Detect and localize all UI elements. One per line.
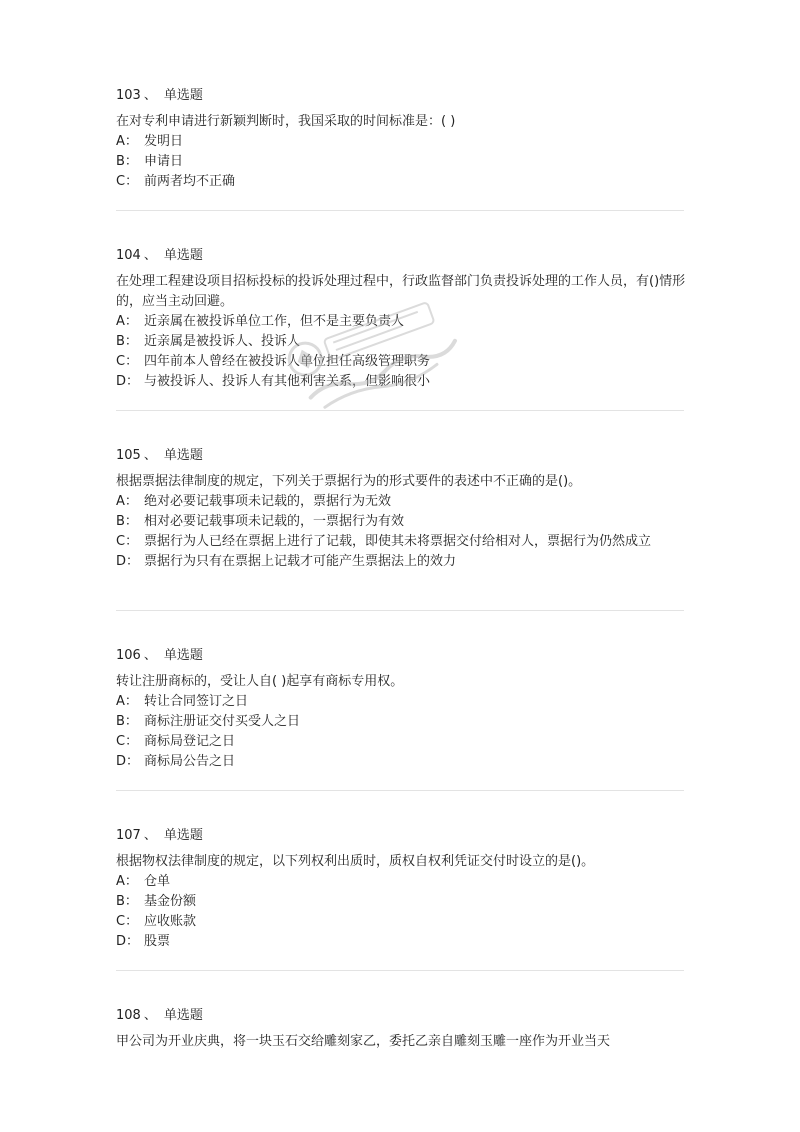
option-b — [116, 892, 686, 912]
option-letter: C： — [116, 534, 139, 549]
option-text: 商标局公告之日 — [144, 754, 236, 769]
question-number: 103 — [116, 88, 141, 103]
question-divider — [116, 610, 684, 611]
question-stem: 甲公司为开业庆典，将一块玉石交给雕刻家乙，委托乙亲自雕刻玉雕一座作为开业当天 — [116, 1034, 611, 1049]
option-letter: D： — [116, 934, 140, 949]
option-text: 转让合同签订之日 — [144, 694, 249, 709]
question-type: 单选题 — [163, 648, 203, 663]
option-text: 应收账款 — [144, 914, 197, 929]
question-separator: 、 — [143, 828, 157, 843]
question-header — [116, 446, 686, 466]
question-type: 单选题 — [163, 448, 203, 463]
question-stem: 在对专利申请进行新颖判断时，我国采取的时间标准是：( ) — [116, 114, 456, 129]
question-header — [116, 246, 686, 266]
option-letter: D： — [116, 554, 140, 569]
question-stem: 在处理工程建设项目招标投标的投诉处理过程中，行政监督部门负责投诉处理的工作人员，有()情形的，应当主动回避。 — [116, 274, 686, 309]
option-c — [116, 532, 686, 552]
option-letter: C： — [116, 354, 139, 369]
question-106 — [116, 646, 686, 772]
option-text: 与被投诉人、投诉人有其他利害关系，但影响很小 — [144, 374, 431, 389]
option-text: 相对必要记载事项未记载的，一票据行为有效 — [144, 514, 405, 529]
option-b — [116, 712, 686, 732]
question-header — [116, 86, 686, 106]
option-letter: C： — [116, 174, 139, 189]
option-c — [116, 732, 686, 752]
option-b — [116, 332, 686, 352]
question-separator: 、 — [143, 88, 157, 103]
option-c — [116, 912, 686, 932]
question-104 — [116, 246, 686, 392]
option-text: 基金份额 — [144, 894, 197, 909]
question-108 — [116, 1006, 686, 1052]
option-b — [116, 512, 686, 532]
question-header — [116, 1006, 686, 1026]
option-text: 仓单 — [144, 874, 171, 889]
question-type: 单选题 — [163, 828, 203, 843]
option-letter: D： — [116, 374, 140, 389]
question-107 — [116, 826, 686, 952]
question-type: 单选题 — [163, 88, 203, 103]
option-text: 股票 — [144, 934, 171, 949]
option-letter: B： — [116, 514, 138, 529]
option-letter: B： — [116, 714, 138, 729]
question-number: 107 — [116, 828, 141, 843]
option-c — [116, 172, 686, 192]
question-stem: 转让注册商标的，受让人自( )起享有商标专用权。 — [116, 674, 404, 689]
option-text: 申请日 — [144, 154, 184, 169]
question-number: 105 — [116, 448, 141, 463]
option-text: 票据行为人已经在票据上进行了记载，即使其未将票据交付给相对人，票据行为仍然成立 — [144, 534, 652, 549]
question-number: 108 — [116, 1008, 141, 1023]
option-a — [116, 132, 686, 152]
question-header — [116, 826, 686, 846]
option-letter: C： — [116, 914, 139, 929]
option-letter: C： — [116, 734, 139, 749]
option-d — [116, 552, 686, 572]
question-separator: 、 — [143, 1008, 157, 1023]
option-d — [116, 372, 686, 392]
option-text: 前两者均不正确 — [144, 174, 236, 189]
question-number: 106 — [116, 648, 141, 663]
option-letter: A： — [116, 314, 138, 329]
question-header — [116, 646, 686, 666]
option-letter: A： — [116, 694, 138, 709]
option-a — [116, 692, 686, 712]
option-text: 四年前本人曾经在被投诉人单位担任高级管理职务 — [144, 354, 431, 369]
option-letter: B： — [116, 334, 138, 349]
question-separator: 、 — [143, 248, 157, 263]
question-separator: 、 — [143, 448, 157, 463]
option-c — [116, 352, 686, 372]
option-letter: A： — [116, 874, 138, 889]
option-text: 绝对必要记载事项未记载的，票据行为无效 — [144, 494, 392, 509]
option-letter: B： — [116, 894, 138, 909]
option-letter: B： — [116, 154, 138, 169]
question-stem: 根据票据法律制度的规定，下列关于票据行为的形式要件的表述中不正确的是()。 — [116, 474, 582, 489]
option-d — [116, 932, 686, 952]
option-b — [116, 152, 686, 172]
question-105 — [116, 446, 686, 572]
option-text: 近亲属是被投诉人、投诉人 — [144, 334, 301, 349]
option-text: 票据行为只有在票据上记载才可能产生票据法上的效力 — [144, 554, 457, 569]
option-text: 发明日 — [144, 134, 184, 149]
question-divider — [116, 970, 684, 971]
question-divider — [116, 790, 684, 791]
option-text: 近亲属在被投诉单位工作，但不是主要负责人 — [144, 314, 405, 329]
option-a — [116, 872, 686, 892]
question-divider — [116, 410, 684, 411]
option-a — [116, 312, 686, 332]
option-letter: A： — [116, 494, 138, 509]
question-103 — [116, 86, 686, 192]
option-text: 商标局登记之日 — [144, 734, 236, 749]
option-letter: A： — [116, 134, 138, 149]
option-d — [116, 752, 686, 772]
option-a — [116, 492, 686, 512]
question-type: 单选题 — [163, 248, 203, 263]
question-divider — [116, 210, 684, 211]
question-stem: 根据物权法律制度的规定，以下列权利出质时，质权自权利凭证交付时设立的是()。 — [116, 854, 595, 869]
question-type: 单选题 — [163, 1008, 203, 1023]
question-separator: 、 — [143, 648, 157, 663]
question-number: 104 — [116, 248, 141, 263]
option-letter: D： — [116, 754, 140, 769]
option-text: 商标注册证交付买受人之日 — [144, 714, 301, 729]
